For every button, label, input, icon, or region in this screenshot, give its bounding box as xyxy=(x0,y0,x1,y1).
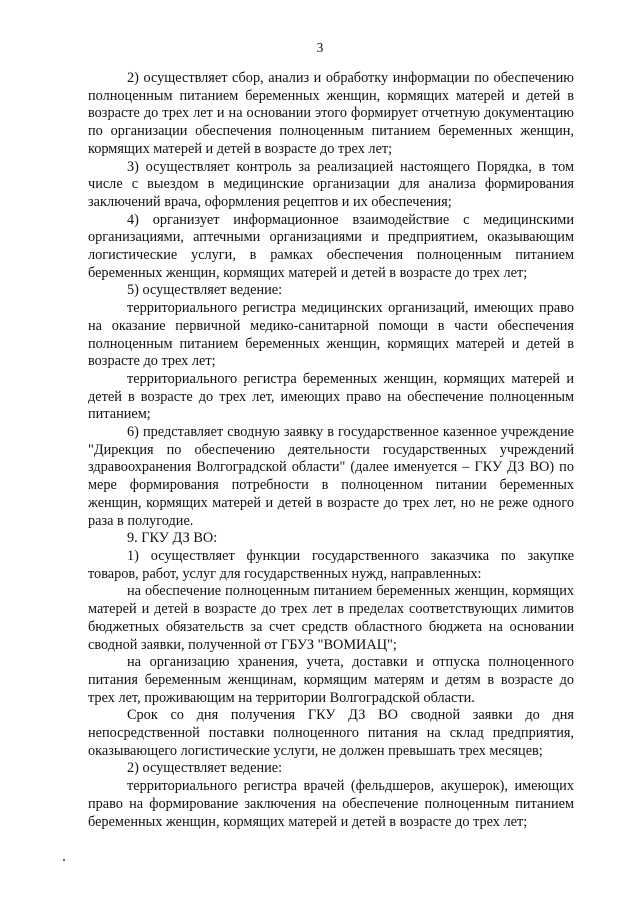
paragraph-register-pregnant-women: территориального регистра беременных женщин, кормящих матерей и детей в возрасте до трех лет, имеющих право на обеспечение полноценным питанием; xyxy=(88,370,574,423)
paragraph-provision-nutrition: на обеспечение полноценным питанием беременных женщин, кормящих матерей и детей в возрасте до трех лет в пределах соответствующих лимитов бюджетных обязательств за счет средств областного бюджета на основании сводной заявки, полученной от ГБУЗ "ВОМИАЦ"; xyxy=(88,583,574,653)
section-9-heading: 9. ГКУ ДЗ ВО: xyxy=(127,530,218,547)
paragraph-5-maintains: 5) осуществляет ведение: xyxy=(127,282,283,299)
scan-dot-mark xyxy=(63,859,65,861)
paragraph-register-medical-organizations: территориального регистра медицинских организаций, имеющих право на оказание первичной медико-санитарной помощи в части обеспечения полноценным питанием беременных женщин, кормящих матерей и детей в возрасте до трех лет; xyxy=(88,300,574,370)
paragraph-2-maintains: 2) осуществляет ведение: xyxy=(127,760,283,777)
paragraph-6-submits-request: 6) представляет сводную заявку в государственное казенное учреждение "Дирекция по обеспечению деятельности государственных учреждений здравоохранения Волгоградской области" (далее именуется – ГКУ ДЗ ВО) по мере формирования потребности в полноценном питании беременных женщин, кормящих матерей и детей в возрасте до трех лет, но не реже одного раза в полугодие. xyxy=(88,424,574,529)
paragraph-storage-organization: на организацию хранения, учета, доставки и отпуска полноценного питания беременным женщинам, кормящим матерям и детям в возрасте до трех лет, проживающим на территории Волгоградской области. xyxy=(88,654,574,706)
paragraph-4-organizes-interaction: 4) организует информационное взаимодействие с медицинскими организациями, аптечными организациями и предприятием, оказывающим логистические услуги, в рамках обеспечения полноценным питанием беременных женщин, кормящих матерей и детей в возрасте до трех лет; xyxy=(88,211,574,281)
paragraph-1-customer-functions: 1) осуществляет функции государственного заказчика по закупке товаров, работ, услуг для государственных нужд, направленных: xyxy=(88,547,574,582)
paragraph-delivery-term: Срок со дня получения ГКУ ДЗ ВО сводной заявки до дня непосредственной поставки полноценного питания на склад предприятия, оказывающего логистические услуги, не должен превышать трех месяцев; xyxy=(88,707,574,759)
paragraph-3-control: 3) осуществляет контроль за реализацией настоящего Порядка, в том числе с выездом в медицинские организации для анализа формирования заключений врача, оформления рецептов и их обеспечения; xyxy=(88,158,574,210)
page-number: 3 xyxy=(316,40,324,55)
paragraph-2-collects-information: 2) осуществляет сбор, анализ и обработку информации по обеспечению полноценным питанием беременных женщин, кормящих матерей и детей в возрасте до трех лет и на основании этого формирует отчетную документацию по организации обеспечения полноценным питанием беременных женщин, кормящих матерей и детей в возрасте до трех лет; xyxy=(88,70,574,157)
paragraph-register-doctors: территориального регистра врачей (фельдшеров, акушерок), имеющих право на формирование заключения на обеспечение полноценным питанием беременных женщин, кормящих матерей и детей в возрасте до трех лет; xyxy=(88,778,574,830)
document-body xyxy=(88,70,574,831)
